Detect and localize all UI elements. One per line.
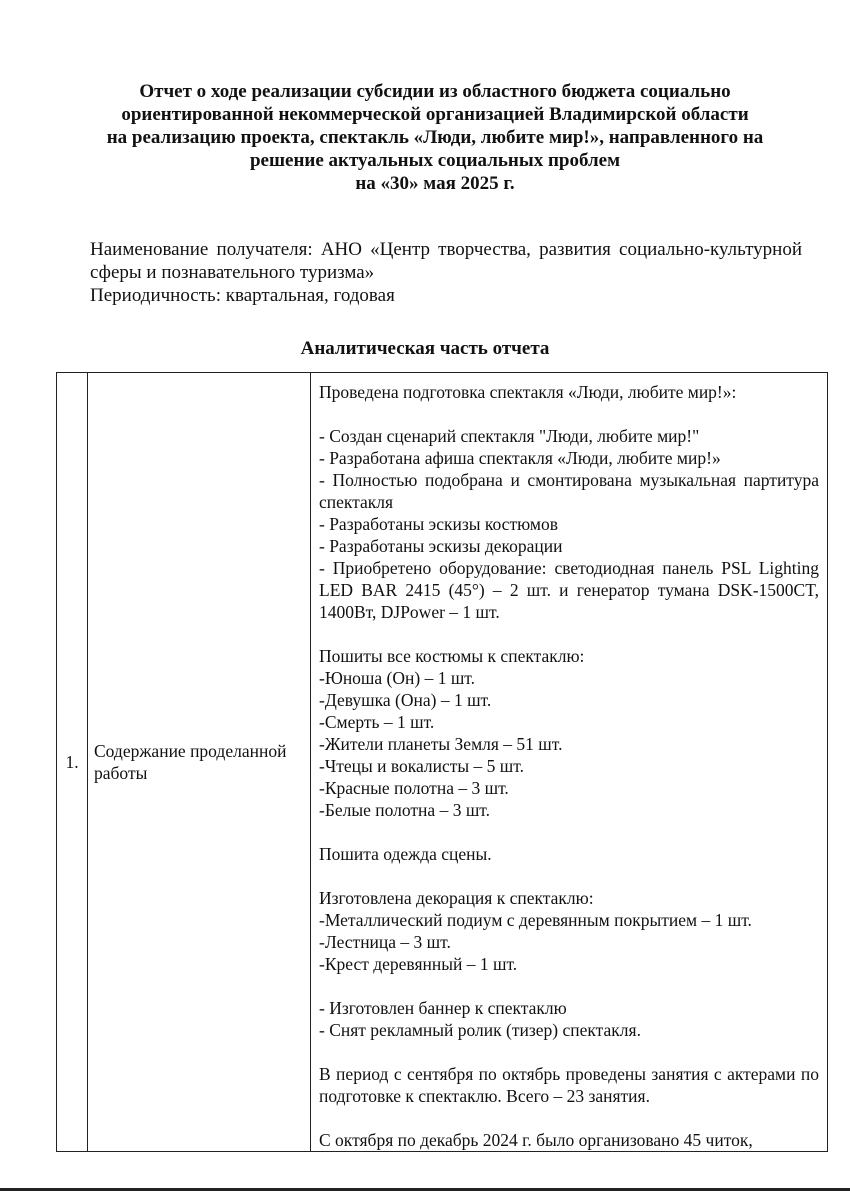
content-line: Пошита одежда сцены. xyxy=(319,844,492,864)
content-line: - Изготовлен баннер к спектаклю xyxy=(319,998,567,1018)
periodicity: Периодичность: квартальная, годовая xyxy=(90,285,395,306)
content-line: - Приобретено оборудование: светодиодная панель PSL Lighting LED BAR 2415 (45°) – 2 шт. и генератор тумана DSK-1500CT, 1400Вт, DJPower – 1 шт. xyxy=(319,558,819,622)
content-line: - Разработана афиша спектакля «Люди, любите мир!» xyxy=(319,448,721,468)
recipient-info xyxy=(90,238,802,307)
content-line: Проведена подготовка спектакля «Люди, любите мир!»: xyxy=(319,382,737,402)
content-line: -Смерть – 1 шт. xyxy=(319,712,435,732)
content-line: -Белые полотна – 3 шт. xyxy=(319,800,491,820)
report-title xyxy=(95,80,775,195)
content-line: С октября по декабрь 2024 г. было организовано 45 читок, xyxy=(319,1130,753,1150)
content-line: -Жители планеты Земля – 51 шт. xyxy=(319,734,563,754)
row-label: Содержание проделанной работы xyxy=(88,373,311,1152)
page-bottom-edge xyxy=(0,1188,850,1191)
content-line: -Чтецы и вокалисты – 5 шт. xyxy=(319,756,524,776)
row-content xyxy=(311,373,828,1152)
content-line: -Крест деревянный – 1 шт. xyxy=(319,954,518,974)
title-line: Отчет о ходе реализации субсидии из областного бюджета социально xyxy=(139,81,731,102)
row-number: 1. xyxy=(57,373,88,1152)
content-line: -Красные полотна – 3 шт. xyxy=(319,778,509,798)
content-line: -Девушка (Она) – 1 шт. xyxy=(319,690,492,710)
content-line: -Металлический подиум с деревянным покрытием – 1 шт. xyxy=(319,910,752,930)
title-line: решение актуальных социальных проблем xyxy=(249,150,621,171)
content-line: - Полностью подобрана и смонтирована музыкальная партитура спектакля xyxy=(319,470,819,512)
analytics-table xyxy=(56,372,828,1152)
content-line: Изготовлена декорация к спектаклю: xyxy=(319,888,594,908)
title-line: ориентированной некоммерческой организацией Владимирской области xyxy=(121,104,749,125)
title-line: на реализацию проекта, спектакль «Люди, любите мир!», направленного на xyxy=(106,127,764,148)
recipient-name: Наименование получателя: АНО «Центр творчества, развития социально-культурной сферы и познавательного туризма» xyxy=(90,239,802,283)
content-line: - Снят рекламный ролик (тизер) спектакля. xyxy=(319,1020,641,1040)
section-title: Аналитическая часть отчета xyxy=(300,338,550,359)
table-row xyxy=(57,373,828,1152)
content-line: В период с сентября по октябрь проведены занятия с актерами по подготовке к спектаклю. Всего – 23 занятия. xyxy=(319,1064,819,1106)
content-line: - Разработаны эскизы костюмов xyxy=(319,514,559,534)
content-line: - Разработаны эскизы декорации xyxy=(319,536,563,556)
content-line: - Создан сценарий спектакля "Люди, любите мир!" xyxy=(319,426,700,446)
title-date: на «30» мая 2025 г. xyxy=(355,173,515,194)
content-line: Пошиты все костюмы к спектаклю: xyxy=(319,646,585,666)
content-line: -Юноша (Он) – 1 шт. xyxy=(319,668,476,688)
content-line: -Лестница – 3 шт. xyxy=(319,932,451,952)
